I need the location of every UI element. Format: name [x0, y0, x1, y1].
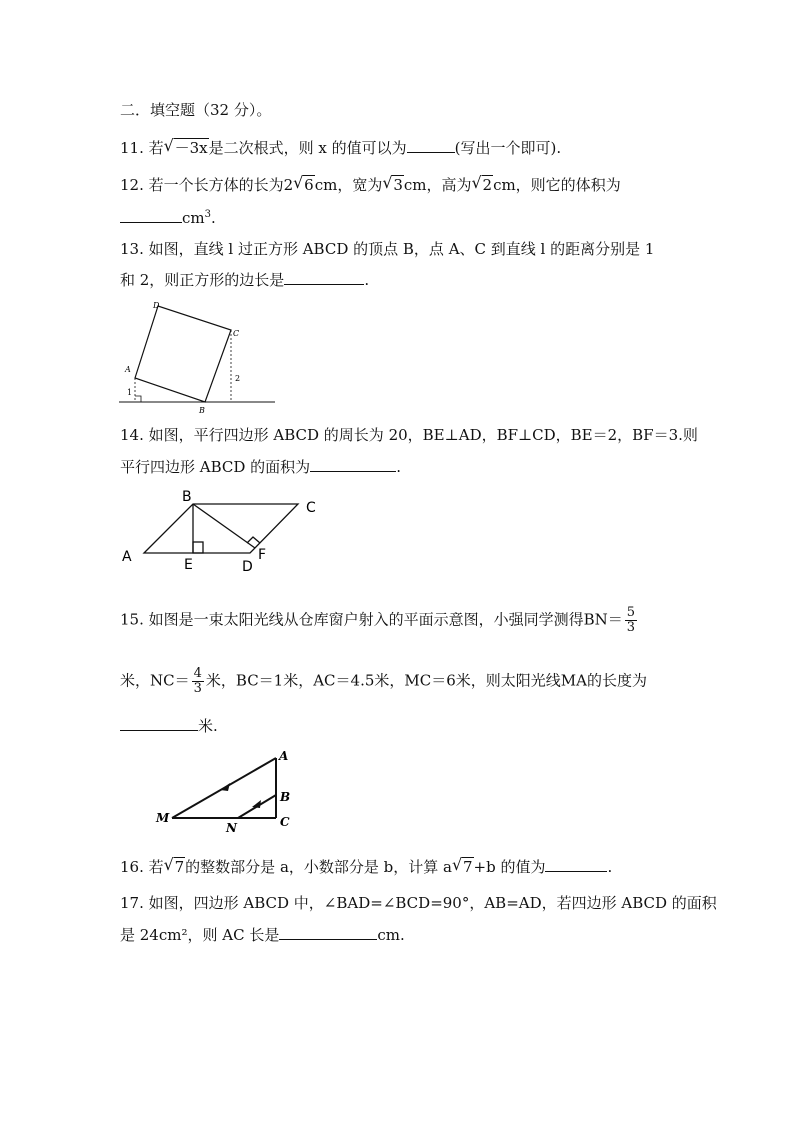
question-15-line2: 米，NC＝ $\frac{4}{3}$ 米，BC＝1米，AC＝4.5米，MC＝6米，则太阳光线MA的长度为	[120, 666, 647, 696]
label-two: 2	[235, 374, 241, 383]
label-E: E	[184, 557, 193, 573]
question-15-line3: 米.	[120, 716, 218, 736]
question-17-line1: 17. 如图，四边形 ABCD 中，∠BAD=∠BCD=90°，AB=AD，若四边形 ABCD 的面积	[120, 894, 717, 912]
label-B: B	[199, 406, 205, 415]
radical: √ 2	[471, 173, 493, 194]
question-15-line1: 15. 如图是一束太阳光线从仓库窗户射入的平面示意图，小强同学测得BN＝ $\frac{5}{3}$	[120, 605, 636, 635]
label-D: D	[242, 559, 253, 575]
label-C: C	[233, 329, 240, 338]
label-N: N	[226, 821, 237, 835]
question-11: 11. 若 √ －3x是二次根式，则 x 的值可以为 (写出一个即可).	[120, 136, 562, 157]
label-M: M	[156, 811, 170, 825]
answer-blank	[120, 716, 198, 731]
radical: √ 7	[451, 855, 473, 876]
answer-blank	[407, 138, 455, 153]
question-17-line2: 是 24cm²，则 AC 长是 cm.	[120, 926, 405, 944]
figure-q15-sunlight	[150, 745, 300, 835]
question-12-line1: 12. 若一个长方体的长为2 √ 6cm，宽为 √ 3cm，高为 √ 2cm，则它的体积为	[120, 173, 621, 194]
radical: √ 6	[293, 173, 314, 194]
fraction-bn: $\frac{5}{3}$	[626, 605, 636, 635]
question-14-line2: 平行四边形 ABCD 的面积为 .	[120, 458, 401, 476]
figure-q13-square	[115, 298, 280, 418]
answer-blank	[545, 857, 607, 872]
label-C: C	[280, 815, 290, 829]
label-B: B	[182, 489, 192, 505]
label-B: B	[280, 790, 291, 804]
answer-blank	[310, 457, 396, 472]
label-A: A	[125, 365, 131, 374]
question-13-line1: 13. 如图，直线 l 过正方形 ABCD 的顶点 B，点 A、C 到直线 l 的距离分别是 1	[120, 240, 655, 258]
answer-blank	[284, 270, 364, 285]
radical: √ 7	[163, 855, 185, 876]
figure-q14-parallelogram	[118, 488, 328, 576]
label-A: A	[122, 549, 132, 565]
label-one: 1	[127, 388, 133, 397]
question-12-line2: $cm^3$.	[120, 205, 216, 228]
section-title: 二．填空题（32 分）。	[120, 101, 272, 119]
fraction-nc: $\frac{4}{3}$	[193, 666, 202, 696]
label-A: A	[279, 749, 289, 763]
label-F: F	[258, 547, 267, 563]
answer-blank	[120, 208, 182, 223]
answer-blank	[279, 925, 377, 940]
radical: √ －3x	[163, 136, 208, 157]
label-C: C	[306, 500, 316, 516]
question-13-line2: 和 2，则正方形的边长是 .	[120, 271, 370, 289]
radical: √ 3	[382, 173, 403, 194]
label-D: D	[153, 301, 160, 310]
question-14-line1: 14. 如图，平行四边形 ABCD 的周长为 20，BE⊥AD，BF⊥CD，BE＝2，BF＝3.则	[120, 426, 698, 444]
question-16: 16. 若 √ 7的整数部分是 a，小数部分是 b，计算 a √ 7+b 的值为 .	[120, 855, 613, 876]
